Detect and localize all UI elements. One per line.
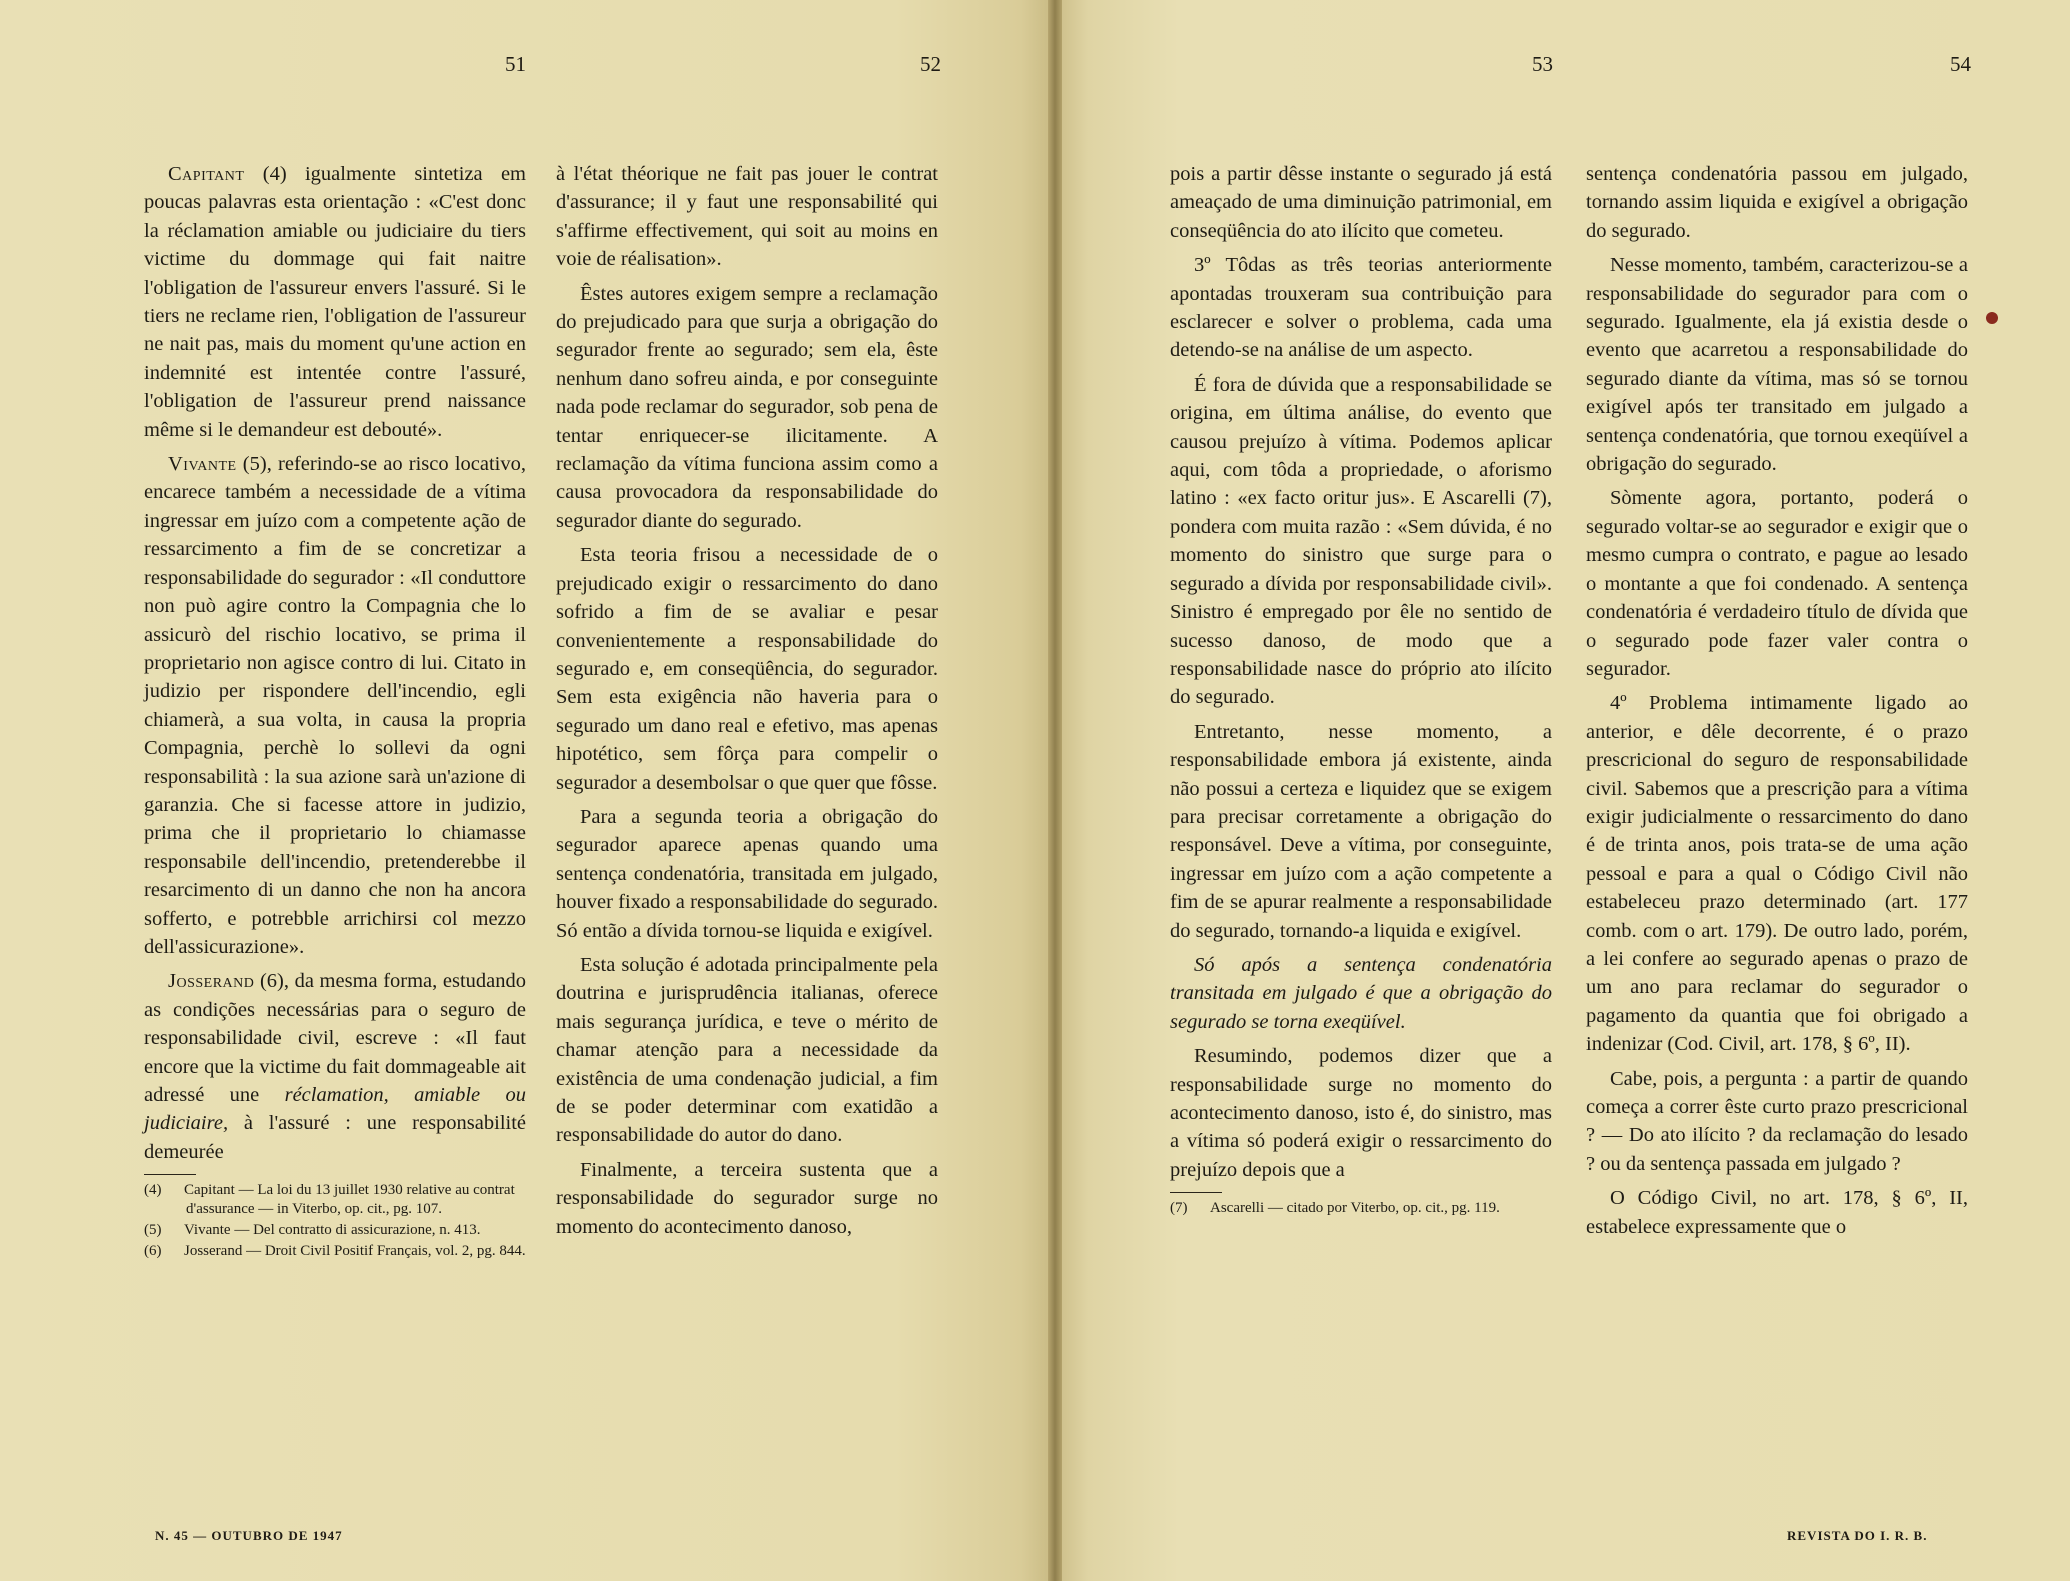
italic-phrase: réclamation, amiable ou judiciaire, bbox=[144, 1084, 526, 1135]
footnote bbox=[1170, 1199, 1552, 1218]
italic-paragraph: Só após a sentença condenatória transitada em julgado é que a obrigação do segurado se torna exeqüível. bbox=[1170, 953, 1552, 1033]
paragraph bbox=[144, 160, 526, 444]
footnote-number: (5) bbox=[144, 1222, 162, 1239]
paragraph: Esta solução é adotada principalmente pela doutrina e jurisprudência italianas, oferece mais segurança jurídica, e teve o mérito de chamar atenção para a necessidade da existência de uma condenação judicial, a fim de se poder determinar com exatidão a responsabilidade do autor do dano. bbox=[556, 953, 938, 1147]
footnote-number: (7) bbox=[1170, 1200, 1188, 1217]
paragraph: Esta teoria frisou a necessidade de o prejudicado exigir o ressarcimento do dano sofrido a fim de se avaliar e pesar convenientemente a responsabilidade do segurado e, em conseqüência, do segurador. Sem esta exigência não haveria para o segurado um dano real e efetivo, mas apenas hipotético, sem fôrça para compelir o segurador a desembolsar o que quer que fôsse. bbox=[556, 544, 938, 794]
paragraph: Entretanto, nesse momento, a responsabilidade embora já existente, ainda não possui a certeza e liquidez que se exigem para precisar corretamente a obrigação do responsável. Deve a vítima, por conseguinte, ingressar em juízo com a ação competente a fim de se apurar realmente a responsabilidade do segurado, tornando-a liquida e exigível. bbox=[1170, 720, 1552, 942]
author-name: Josserand bbox=[168, 970, 255, 993]
paragraph: 3º Tôdas as três teorias anteriormente apontadas trouxeram sua contribuição para esclarecer e solver o problema, cada uma detendo-se na análise de um aspecto. bbox=[1170, 254, 1552, 362]
paragraph: Sòmente agora, portanto, poderá o segurado voltar-se ao segurador e exigir que o mesmo cumpra o contrato, e pague ao lesado o montante a que foi condenado. A sentença condenatória é verdadeiro título de dívida que o segurado pode fazer valer contra o segurador. bbox=[1586, 487, 1968, 680]
page-52-column bbox=[556, 160, 938, 1247]
footnote-number: (4) bbox=[144, 1182, 162, 1199]
journal-footer: REVISTA DO I. R. B. bbox=[1787, 1528, 1928, 1543]
paragraph-text: (6), da mesma forma, estudando as condições necessárias para o seguro de responsabilidade civil, escreve : «Il faut encore que la victime du fait dommageable ait adressé une bbox=[144, 970, 526, 1106]
page-number-52: 52 bbox=[920, 52, 941, 76]
paragraph: Nesse momento, também, caracterizou-se a responsabilidade do segurador para com o segurado. Igualmente, ela já existia desde o evento que acarretou a responsabilidade do segurado diante da vítima, mas só se tornou exigível após ter transitado em julgado a sentença condenatória, que tornou exeqüível a obrigação do segurado. bbox=[1586, 254, 1968, 476]
author-name: Vivante bbox=[168, 453, 237, 476]
paragraph: Resumindo, podemos dizer que a responsabilidade surge no momento do acontecimento danoso, isto é, do sinistro, mas a vítima só poderá exigir o ressarcimento do prejuízo depois que a bbox=[1170, 1045, 1552, 1181]
paragraph: Para a segunda teoria a obrigação do segurador aparece apenas quando uma sentença condenatória, transitada em julgado, houver fixado a responsabilidade do segurado. Só então a dívida tornou-se liquida e exigível. bbox=[556, 805, 938, 942]
footnote bbox=[144, 1181, 526, 1219]
paragraph: 4º Problema intimamente ligado ao anterior, e dêle decorrente, é o prazo prescricional do seguro de responsabilidade civil. Sabemos que a prescrição para a vítima exigir judicialmente o ressarcimento do dano é de trinta anos, pois trata-se de uma ação pessoal e para a qual o Código Civil não estabeleceu prazo determinado (art. 177 comb. com o art. 179). De outro lado, porém, a lei confere ao segurado apenas o prazo de um ano para reclamar do segurador o pagamento da quantia que foi obrigado a indenizar (Cod. Civil, art. 178, § 6º, II). bbox=[1586, 692, 1968, 1056]
paragraph: O Código Civil, no art. 178, § 6º, II, estabelece expressamente que o bbox=[1586, 1187, 1968, 1238]
paragraph: Cabe, pois, a pergunta : a partir de quando começa a correr êste curto prazo prescricional ? — Do ato ilícito ? da reclamação do lesado ? ou da sentença passada em julgado ? bbox=[1586, 1067, 1968, 1175]
page-53-column bbox=[1170, 160, 1552, 1220]
footnote-text: Vivante — Del contratto di assicurazione, n. 413. bbox=[184, 1222, 481, 1239]
footnote bbox=[144, 1242, 526, 1261]
ink-spot bbox=[1986, 312, 1998, 324]
paragraph bbox=[144, 450, 526, 961]
paragraph: à l'état théorique ne fait pas jouer le contrat d'assurance; il y faut une responsabilité qui s'affirme effectivement, qui soit au moins en voie de réalisation». bbox=[556, 163, 938, 271]
paragraph-text: à l'assuré : une responsabilité demeurée bbox=[144, 1112, 526, 1163]
paragraph: pois a partir dêsse instante o segurado já está ameaçado de uma diminuição patrimonial, em conseqüência do ato ilícito que cometeu. bbox=[1170, 163, 1552, 242]
paragraph: sentença condenatória passou em julgado, tornando assim liquida e exigível a obrigação do segurado. bbox=[1586, 163, 1968, 242]
issue-footer: N. 45 — OUTUBRO DE 1947 bbox=[155, 1528, 343, 1543]
footnote bbox=[144, 1221, 526, 1240]
paragraph: É fora de dúvida que a responsabilidade se origina, em última análise, do evento que causou prejuízo à vítima. Podemos aplicar aqui, com tôda a propriedade, o aforismo latino : «ex facto oritur jus». E Ascarelli (7), pondera com muita razão : «Sem dúvida, é no momento do sinistro que surge para o segurado a dívida por responsabilidade civil». Sinistro é empregado por êle no sentido de sucesso danoso, de modo que a responsabilidade nasce do próprio ato ilícito do segurado. bbox=[1170, 373, 1552, 709]
footnote-text: Capitant — La loi du 13 juillet 1930 relative au contrat d'assurance — in Viterbo, op. cit., pg. 107. bbox=[184, 1182, 515, 1218]
paragraph bbox=[144, 967, 526, 1166]
footnote-number: (6) bbox=[144, 1243, 162, 1260]
book-gutter bbox=[1048, 0, 1062, 1581]
page-number-51: 51 bbox=[505, 52, 526, 76]
paragraph-text: (4) igualmente sintetiza em poucas palavras esta orientação : «C'est donc la réclamation amiable ou judiciaire du tiers victime du dommage qui fait naitre l'obligation de l'assureur envers l'assuré. Si le tiers ne reclame rien, l'obligation de l'assureur ne nait pas, mais du moment qu'une action en indemnité est intentée contre l'assuré, l'obligation de l'assureur prend naissance même si le demandeur est debouté». bbox=[144, 163, 526, 441]
footnote-divider bbox=[1170, 1192, 1222, 1193]
page-number-53: 53 bbox=[1532, 52, 1553, 76]
page-number-54: 54 bbox=[1950, 52, 1971, 76]
footnote-divider bbox=[144, 1174, 196, 1175]
page-54-column bbox=[1586, 160, 1968, 1247]
paragraph: Êstes autores exigem sempre a reclamação do prejudicado para que surja a obrigação do segurador frente ao segurado; sem ela, êste nenhum dano sofreu ainda, e por conseguinte nada pode reclamar do segurador, sob pena de tentar enriquecer-se ilicitamente. A reclamação da vítima funciona assim como a causa provocadora da responsabilidade do segurador diante do segurado. bbox=[556, 282, 938, 532]
footnote-text: Josserand — Droit Civil Positif Français, vol. 2, pg. 844. bbox=[184, 1243, 526, 1260]
paragraph: Finalmente, a terceira sustenta que a responsabilidade do segurador surge no momento do acontecimento danoso, bbox=[556, 1158, 938, 1238]
paragraph-text: (5), referindo-se ao risco locativo, encarece também a necessidade de a vítima ingressar em juízo com a competente ação de ressarcimento a fim de se concretizar a responsabilidade do segurador : «Il conduttore non può agire contro la Compagnia che lo assicurò del rischio locativo, se prima il proprietario non agisce contro di lui. Citato in judizio per rispondere dell'incendio, egli chiamerà, a sua volta, in causa la propria Compagnia, perchè lo sollevi da ogni responsabilità : la sua azione sarà un'azione di garanzia. Che si facesse attore in judizio, prima che il proprietario lo chiamasse responsabile dell'incendio, pretenderebbe il resarcimento di un danno che non ha ancora sofferto, e potrebble arrichirsi col mezzo dell'assicurazione». bbox=[144, 453, 526, 958]
page-51-column bbox=[144, 160, 526, 1263]
author-name: Capitant bbox=[168, 163, 245, 185]
footnote-text: Ascarelli — citado por Viterbo, op. cit., pg. 119. bbox=[1210, 1200, 1500, 1217]
